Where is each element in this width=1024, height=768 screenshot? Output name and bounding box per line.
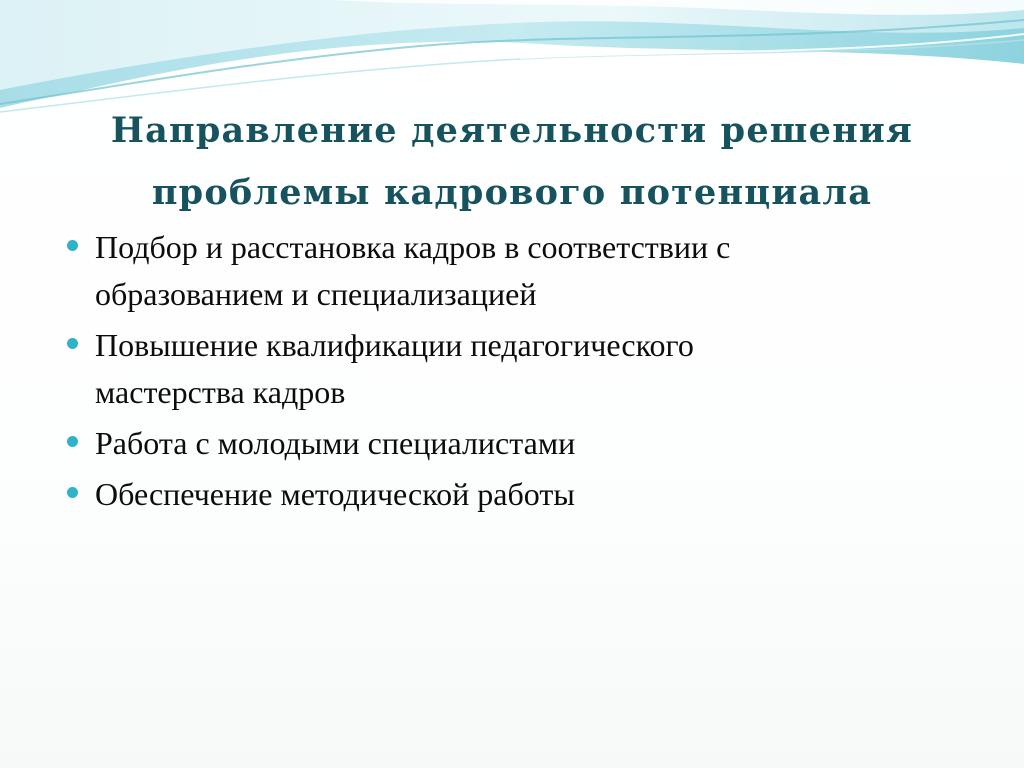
bullet-dot-icon bbox=[67, 487, 78, 498]
bullet-item-qualification bbox=[64, 322, 964, 416]
slide-title bbox=[40, 100, 984, 224]
bullet-text-line: образованием и специализацией bbox=[95, 276, 537, 312]
bullet-text-line: Обеспечение методической работы bbox=[95, 476, 575, 512]
bullet-item-young-specialists bbox=[64, 420, 964, 467]
bullet-text-line: Повышение квалификации педагогического bbox=[95, 327, 694, 363]
bullet-text-line: Работа с молодыми специалистами bbox=[95, 425, 576, 461]
bullet-item-methodical-work bbox=[64, 471, 964, 518]
slide-title-line-1: Направление деятельности решения bbox=[110, 110, 914, 151]
bullet-text-line: мастерства кадров bbox=[95, 374, 346, 410]
bullet-item-staff-selection bbox=[64, 224, 964, 318]
slide-title-line-2: проблемы кадрового потенциала bbox=[151, 172, 873, 213]
bullet-text-line: Подбор и расстановка кадров в соответствии с bbox=[95, 229, 731, 265]
bullet-dot-icon bbox=[67, 338, 78, 349]
bullet-list bbox=[64, 224, 964, 522]
bullet-dot-icon bbox=[67, 240, 78, 251]
bullet-dot-icon bbox=[67, 436, 78, 447]
